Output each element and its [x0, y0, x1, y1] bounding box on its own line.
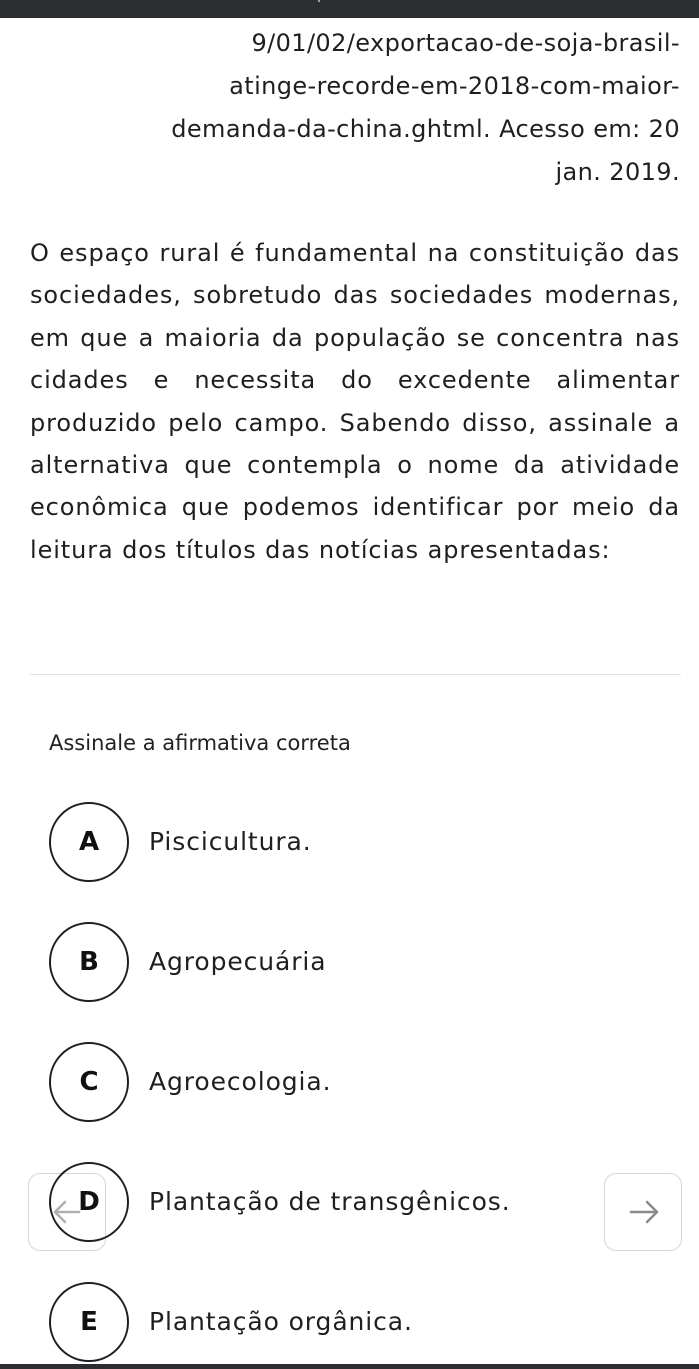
option-e[interactable]	[49, 1282, 649, 1362]
option-text[interactable]: Plantação orgânica.	[149, 1307, 413, 1336]
status-bar	[0, 0, 699, 18]
arrow-right-icon	[605, 1174, 681, 1250]
reference-line: demanda-da-china.ghtml. Acesso em: 20	[171, 115, 680, 143]
status-indicator	[318, 0, 320, 2]
option-c[interactable]	[49, 1042, 649, 1122]
option-text[interactable]: Plantação de transgênicos.	[149, 1187, 511, 1216]
reference-line: atinge-recorde-em-2018-com-maior-	[229, 72, 680, 100]
next-button[interactable]	[604, 1173, 682, 1251]
option-d[interactable]	[49, 1162, 649, 1242]
option-b[interactable]	[49, 922, 649, 1002]
option-letter-circle[interactable]: B	[49, 922, 129, 1002]
question-text: O espaço rural é fundamental na constituição das sociedades, sobretudo das sociedades modernas, em que a maioria da população se concentra nas cidades e necessita do excedente alimentar produzido pelo campo. Sabendo disso, assinale a alternativa que contempla o nome da atividade econômica que podemos identificar por meio da leitura dos títulos das notícias apresentadas:	[30, 239, 680, 564]
divider	[30, 674, 681, 675]
option-letter-circle[interactable]: A	[49, 802, 129, 882]
option-letter-circle[interactable]: D	[49, 1162, 129, 1242]
instruction-label: Assinale a afirmativa correta	[49, 731, 351, 755]
option-text[interactable]: Piscicultura.	[149, 827, 312, 856]
option-letter-circle[interactable]: E	[49, 1282, 129, 1362]
option-text[interactable]: Agroecologia.	[149, 1067, 332, 1096]
bottom-bar	[0, 1364, 699, 1369]
option-text[interactable]: Agropecuária	[149, 947, 327, 976]
reference-line: 9/01/02/exportacao-de-soja-brasil-	[251, 29, 680, 57]
reference-citation	[30, 22, 680, 194]
option-letter-circle[interactable]: C	[49, 1042, 129, 1122]
reference-line: jan. 2019.	[555, 158, 680, 186]
option-a[interactable]	[49, 802, 649, 882]
